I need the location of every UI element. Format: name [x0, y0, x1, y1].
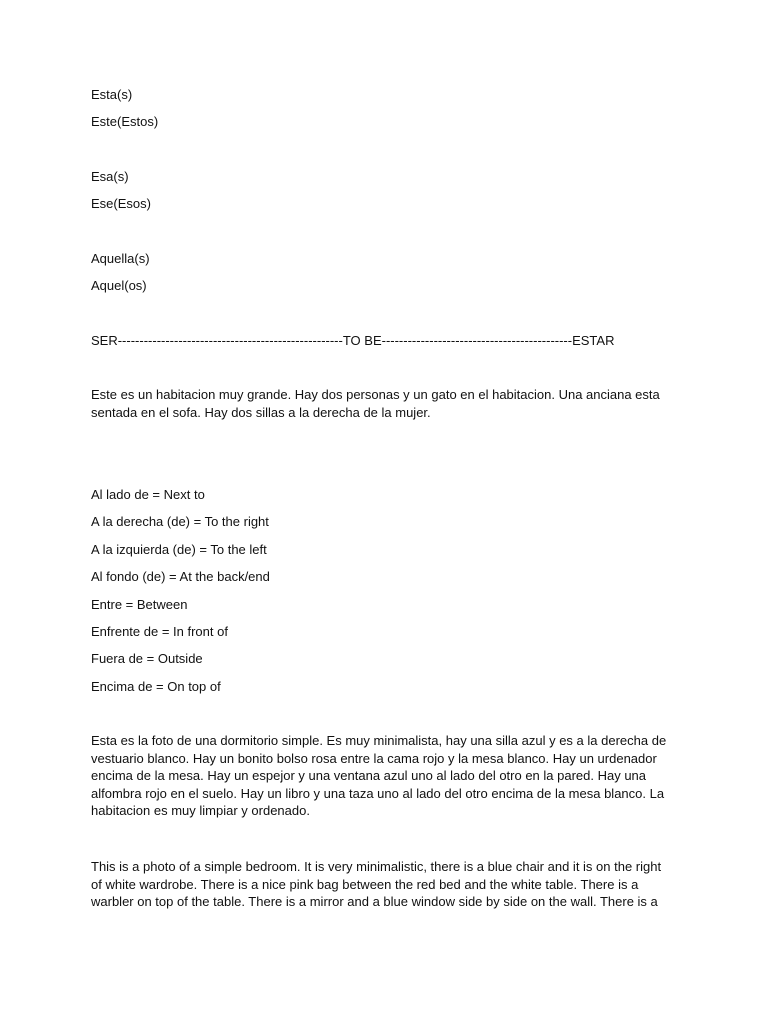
- ser-estar-line: SER----------------------------------------------------TO BE--------------------------------------------ESTAR: [91, 333, 615, 348]
- preposition-item: Fuera de = Outside: [91, 651, 203, 666]
- demonstrative-aquella: Aquella(s): [91, 251, 150, 266]
- preposition-item: A la izquierda (de) = To the left: [91, 542, 267, 557]
- preposition-item: Entre = Between: [91, 597, 188, 612]
- paragraph-bedroom-spanish: Esta es la foto de una dormitorio simple. Es muy minimalista, hay una silla azul y es a la derecha de vestuario blanco. Hay un bonito bolso rosa entre la cama rojo y la mesa blanco. Hay un urdenador encima de la mesa. Hay un espejor y una ventana azul uno al lado del otro en la pared. Hay una alfombra rojo en el suelo. Hay un libro y una taza uno al lado del otro encima de la mesa blanco. La habitacion es muy limpiar y ordenado.: [91, 733, 667, 819]
- demonstrative-este: Este(Estos): [91, 114, 159, 129]
- demonstrative-esta: Esta(s): [91, 87, 133, 102]
- document-page: [91, 0, 676, 1024]
- paragraph-bedroom-english: This is a photo of a simple bedroom. It is very minimalistic, there is a blue chair and it is on the right of white wardrobe. There is a nice pink bag between the red bed and the white table. There is a warbler on top of the table. There is a mirror and a blue window side by side on the wall. There is a: [91, 859, 662, 910]
- preposition-item: Encima de = On top of: [91, 679, 221, 694]
- preposition-item: A la derecha (de) = To the right: [91, 514, 269, 529]
- demonstrative-ese: Ese(Esos): [91, 196, 151, 211]
- preposition-item: Al lado de = Next to: [91, 487, 205, 502]
- preposition-item: Enfrente de = In front of: [91, 624, 228, 639]
- preposition-item: Al fondo (de) = At the back/end: [91, 569, 270, 584]
- paragraph-room: Este es un habitacion muy grande. Hay dos personas y un gato en el habitacion. Una anciana esta sentada en el sofa. Hay dos sillas a la derecha de la mujer.: [91, 387, 660, 420]
- demonstrative-aquel: Aquel(os): [91, 278, 147, 293]
- demonstrative-esa: Esa(s): [91, 169, 129, 184]
